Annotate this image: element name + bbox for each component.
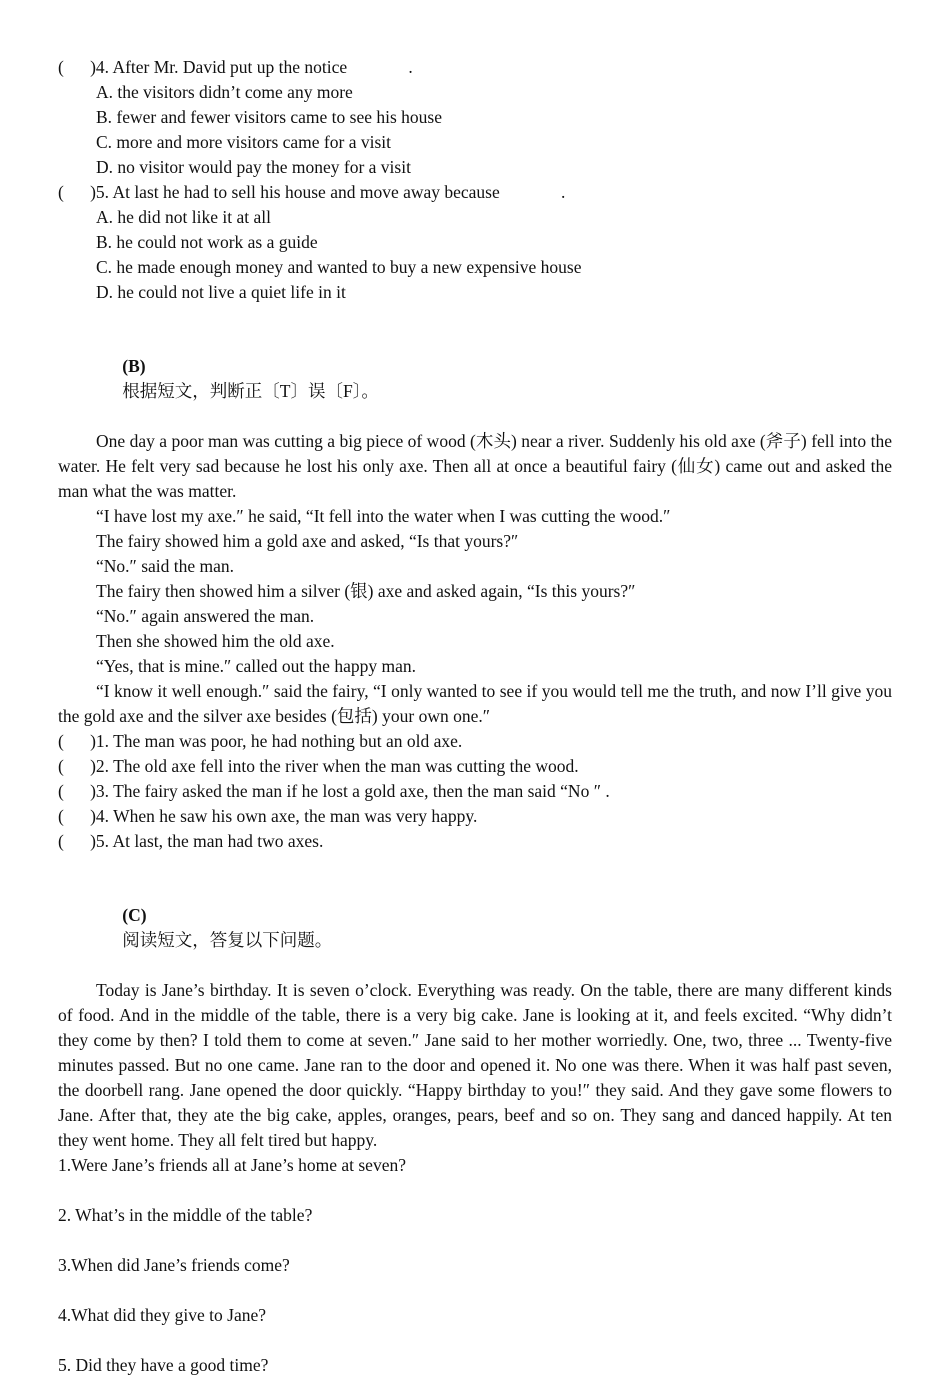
section-b-paragraph: “I know it well enough.″ said the fairy, “I only wanted to see if you would tell me the truth, and now I’ll give you the gold axe and the silver axe besides (包括) your own one.″ xyxy=(58,681,892,726)
answer-question-3: 3.When did Jane’s friends come? xyxy=(58,1255,290,1275)
tf-question-3: ( )3. The fairy asked the man if he lost a gold axe, then the man said “No ″ . xyxy=(58,781,610,801)
option-a4-d: D. no visitor would pay the money for a visit xyxy=(96,157,411,177)
section-b-paragraph: “I have lost my axe.″ he said, “It fell into the water when I was cutting the wood.″ xyxy=(96,506,671,526)
section-b-paragraph: “No.″ again answered the man. xyxy=(96,606,315,626)
tf-question-2: ( )2. The old axe fell into the river when the man was cutting the wood. xyxy=(58,756,579,776)
answer-question-2: 2. What’s in the middle of the table? xyxy=(58,1205,313,1225)
answer-question-1: 1.Were Jane’s friends all at Jane’s home at seven? xyxy=(58,1155,406,1175)
section-b xyxy=(58,329,892,854)
option-a4-b: B. fewer and fewer visitors came to see his house xyxy=(96,107,443,127)
section-b-paragraph: One day a poor man was cutting a big piece of wood (木头) near a river. Suddenly his old axe (斧子) fell into the water. He felt very sad because he lost his only axe. Then all at once a beautiful fairy (仙女) came out and asked the man what the was matter. xyxy=(58,431,892,501)
section-b-instruction: 根据短文，判断正〔T〕误〔F〕。 xyxy=(122,381,379,401)
section-a xyxy=(58,55,892,305)
section-c-label: (C) xyxy=(122,905,147,925)
tf-question-1: ( )1. The man was poor, he had nothing but an old axe. xyxy=(58,731,463,751)
answer-question-4: 4.What did they give to Jane? xyxy=(58,1305,266,1325)
section-b-label: (B) xyxy=(122,356,146,376)
option-a4-a: A. the visitors didn’t come any more xyxy=(96,82,353,102)
section-b-heading xyxy=(58,329,892,429)
question-a4-stem: ( )4. After Mr. David put up the notice . xyxy=(58,57,413,77)
section-c xyxy=(58,878,892,1378)
option-a5-c: C. he made enough money and wanted to buy a new expensive house xyxy=(96,257,582,277)
section-b-paragraph: The fairy then showed him a silver (银) axe and asked again, “Is this yours?″ xyxy=(96,581,636,601)
section-b-paragraph: The fairy showed him a gold axe and asked, “Is that yours?″ xyxy=(96,531,519,551)
option-a5-b: B. he could not work as a guide xyxy=(96,232,318,252)
section-c-paragraph: Today is Jane’s birthday. It is seven o’clock. Everything was ready. On the table, there are many different kinds of food. And in the middle of the table, there is a very big cake. Jane is looking at it, and feels excited. “Why didn’t they come by then? I told them to come at seven.″ Jane said to her mother worriedly. One, two, three ... Twenty-five minutes passed. But no one came. Jane ran to the door and opened it. No one was there. When it was half past seven, the doorbell rang. Jane opened the door quickly. “Happy birthday to you!″ they said. And they gave some flowers to Jane. After that, they ate the big cake, apples, oranges, pears, beef and so on. They sang and danced happily. At ten they went home. They all felt tired but happy. xyxy=(58,980,892,1150)
worksheet-page xyxy=(58,55,892,1378)
section-b-paragraph: Then she showed him the old axe. xyxy=(96,631,335,651)
option-a4-c: C. more and more visitors came for a visit xyxy=(96,132,391,152)
section-b-paragraph: “Yes, that is mine.″ called out the happy man. xyxy=(96,656,416,676)
answer-question-5: 5. Did they have a good time? xyxy=(58,1355,269,1375)
option-a5-d: D. he could not live a quiet life in it xyxy=(96,282,346,302)
tf-question-5: ( )5. At last, the man had two axes. xyxy=(58,831,324,851)
section-b-paragraph: “No.″ said the man. xyxy=(96,556,235,576)
section-c-heading xyxy=(58,878,892,978)
section-c-instruction: 阅读短文，答复以下问题。 xyxy=(122,930,333,950)
tf-question-4: ( )4. When he saw his own axe, the man was very happy. xyxy=(58,806,478,826)
option-a5-a: A. he did not like it at all xyxy=(96,207,271,227)
question-a5-stem: ( )5. At last he had to sell his house and move away because . xyxy=(58,182,566,202)
